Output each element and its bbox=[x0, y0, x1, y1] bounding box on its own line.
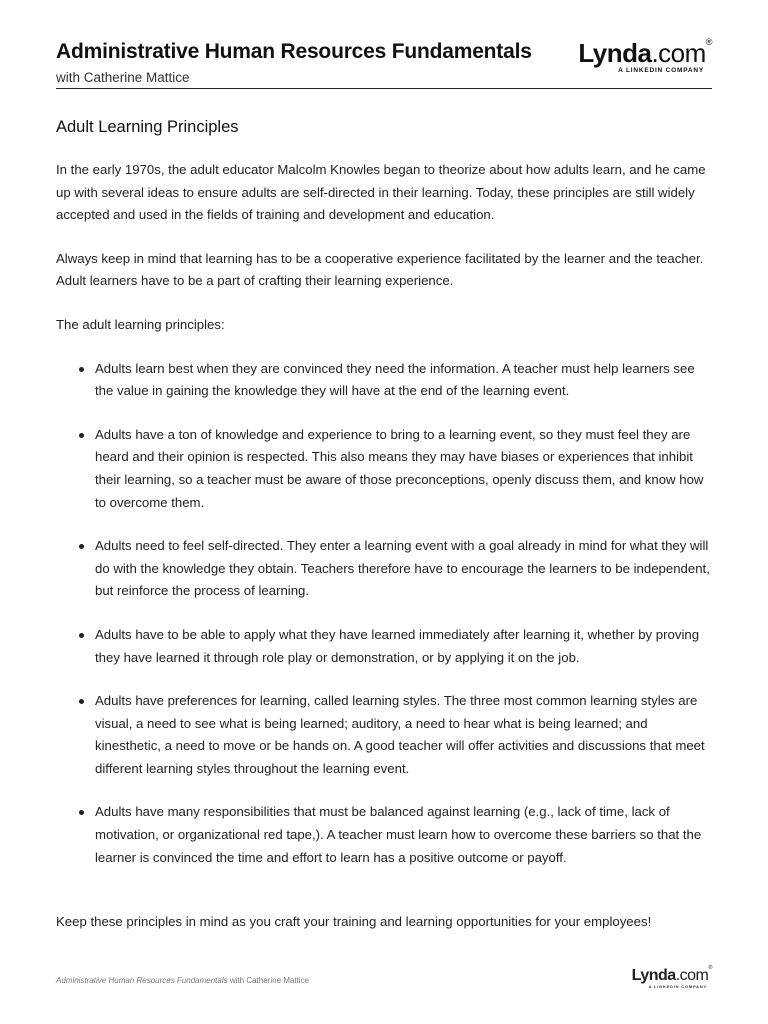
footer-logo-name: Lynda bbox=[631, 967, 676, 984]
list-item-text: Adults learn best when they are convinced they need the information. A teacher must help learners see the value in gaining the knowledge they will have at the end of the learning event. bbox=[95, 360, 695, 399]
list-item bbox=[56, 535, 716, 603]
list-item bbox=[56, 424, 716, 514]
bullet-icon bbox=[79, 699, 84, 704]
section-body bbox=[56, 159, 716, 890]
principles-list bbox=[56, 358, 716, 870]
bullet-icon bbox=[79, 367, 84, 372]
footer-credit bbox=[56, 976, 309, 985]
list-item bbox=[56, 358, 716, 403]
list-item-text: Adults need to feel self-directed. They enter a learning event with a goal already in mind for what they will do with the knowledge they obtain. Teachers therefore have to encourage the learners to be independent, but reinforce the process of learning. bbox=[95, 538, 710, 599]
logo-wordmark bbox=[578, 37, 712, 68]
closing-paragraph: Keep these principles in mind as you craft your training and learning opportunities for your employees! bbox=[56, 914, 652, 929]
list-item-text: Adults have preferences for learning, called learning styles. The three most common learning styles are visual, a need to see what is being learned; auditory, a need to hear what is being learned; and kinesthetic, a need to move or be hands on. A good teacher will offer activities and discussions that meet different learning styles throughout the learning event. bbox=[95, 693, 705, 776]
list-item bbox=[56, 690, 716, 780]
bullet-icon bbox=[79, 433, 84, 438]
footer-logo-suffix: .com bbox=[675, 967, 709, 984]
logo-tagline: A LINKEDIN COMPANY bbox=[618, 67, 704, 74]
document-subtitle: with Catherine Mattice bbox=[56, 70, 190, 85]
logo-suffix: .com bbox=[651, 38, 706, 68]
list-item-text: Adults have many responsibilities that must be balanced against learning (e.g., lack of time, lack of motivation, or organizational red tape,). A teacher must learn how to overcome these barriers so that the learner is convinced the time and effort to learn has a positive outcome or payoff. bbox=[95, 804, 702, 865]
list-item-text: Adults have to be able to apply what they have learned immediately after learning it, whether by proving they have learned it through role play or demonstration, or by applying it on the job. bbox=[95, 626, 700, 665]
principles-lead-in: The adult learning principles: bbox=[56, 316, 225, 332]
list-item bbox=[56, 801, 716, 869]
document-title: Administrative Human Resources Fundamentals bbox=[56, 40, 532, 63]
lynda-logo bbox=[578, 37, 712, 75]
footer-logo-registered-mark: ® bbox=[708, 965, 712, 971]
bullet-icon bbox=[79, 544, 84, 549]
footer-course-title: Administrative Human Resources Fundamentals bbox=[56, 976, 228, 985]
list-item-text: Adults have a ton of knowledge and experience to bring to a learning event, so they must feel they are heard and their opinion is respected. This also means they may have biases or experiences that inhibit their learning, so a teacher must be aware of those preconceptions, openly discuss them, and know how to overcome them. bbox=[95, 426, 704, 510]
bullet-icon bbox=[79, 810, 84, 815]
section-heading: Adult Learning Principles bbox=[56, 118, 239, 136]
footer-logo-tagline: A LINKEDIN COMPANY bbox=[648, 984, 707, 989]
logo-registered-mark: ® bbox=[705, 37, 712, 47]
logo-name: Lynda bbox=[578, 38, 652, 68]
list-item bbox=[56, 624, 716, 669]
footer-logo-wordmark bbox=[631, 965, 712, 984]
cooperation-paragraph: Always keep in mind that learning has to be a cooperative experience facilitated by the learner and the teacher. Adult learners have to be a part of crafting their learning experience. bbox=[56, 250, 704, 289]
intro-paragraph: In the early 1970s, the adult educator Malcolm Knowles began to theorize about how adults learn, and he came up with several ideas to ensure adults are self-directed in their learning. Today, these principles are still widely accepted and used in the fields of training and development and education. bbox=[56, 162, 706, 223]
footer-author: with Catherine Mattice bbox=[229, 976, 310, 985]
header-divider bbox=[56, 88, 712, 89]
footer-lynda-logo bbox=[631, 965, 712, 989]
bullet-icon bbox=[79, 633, 84, 638]
